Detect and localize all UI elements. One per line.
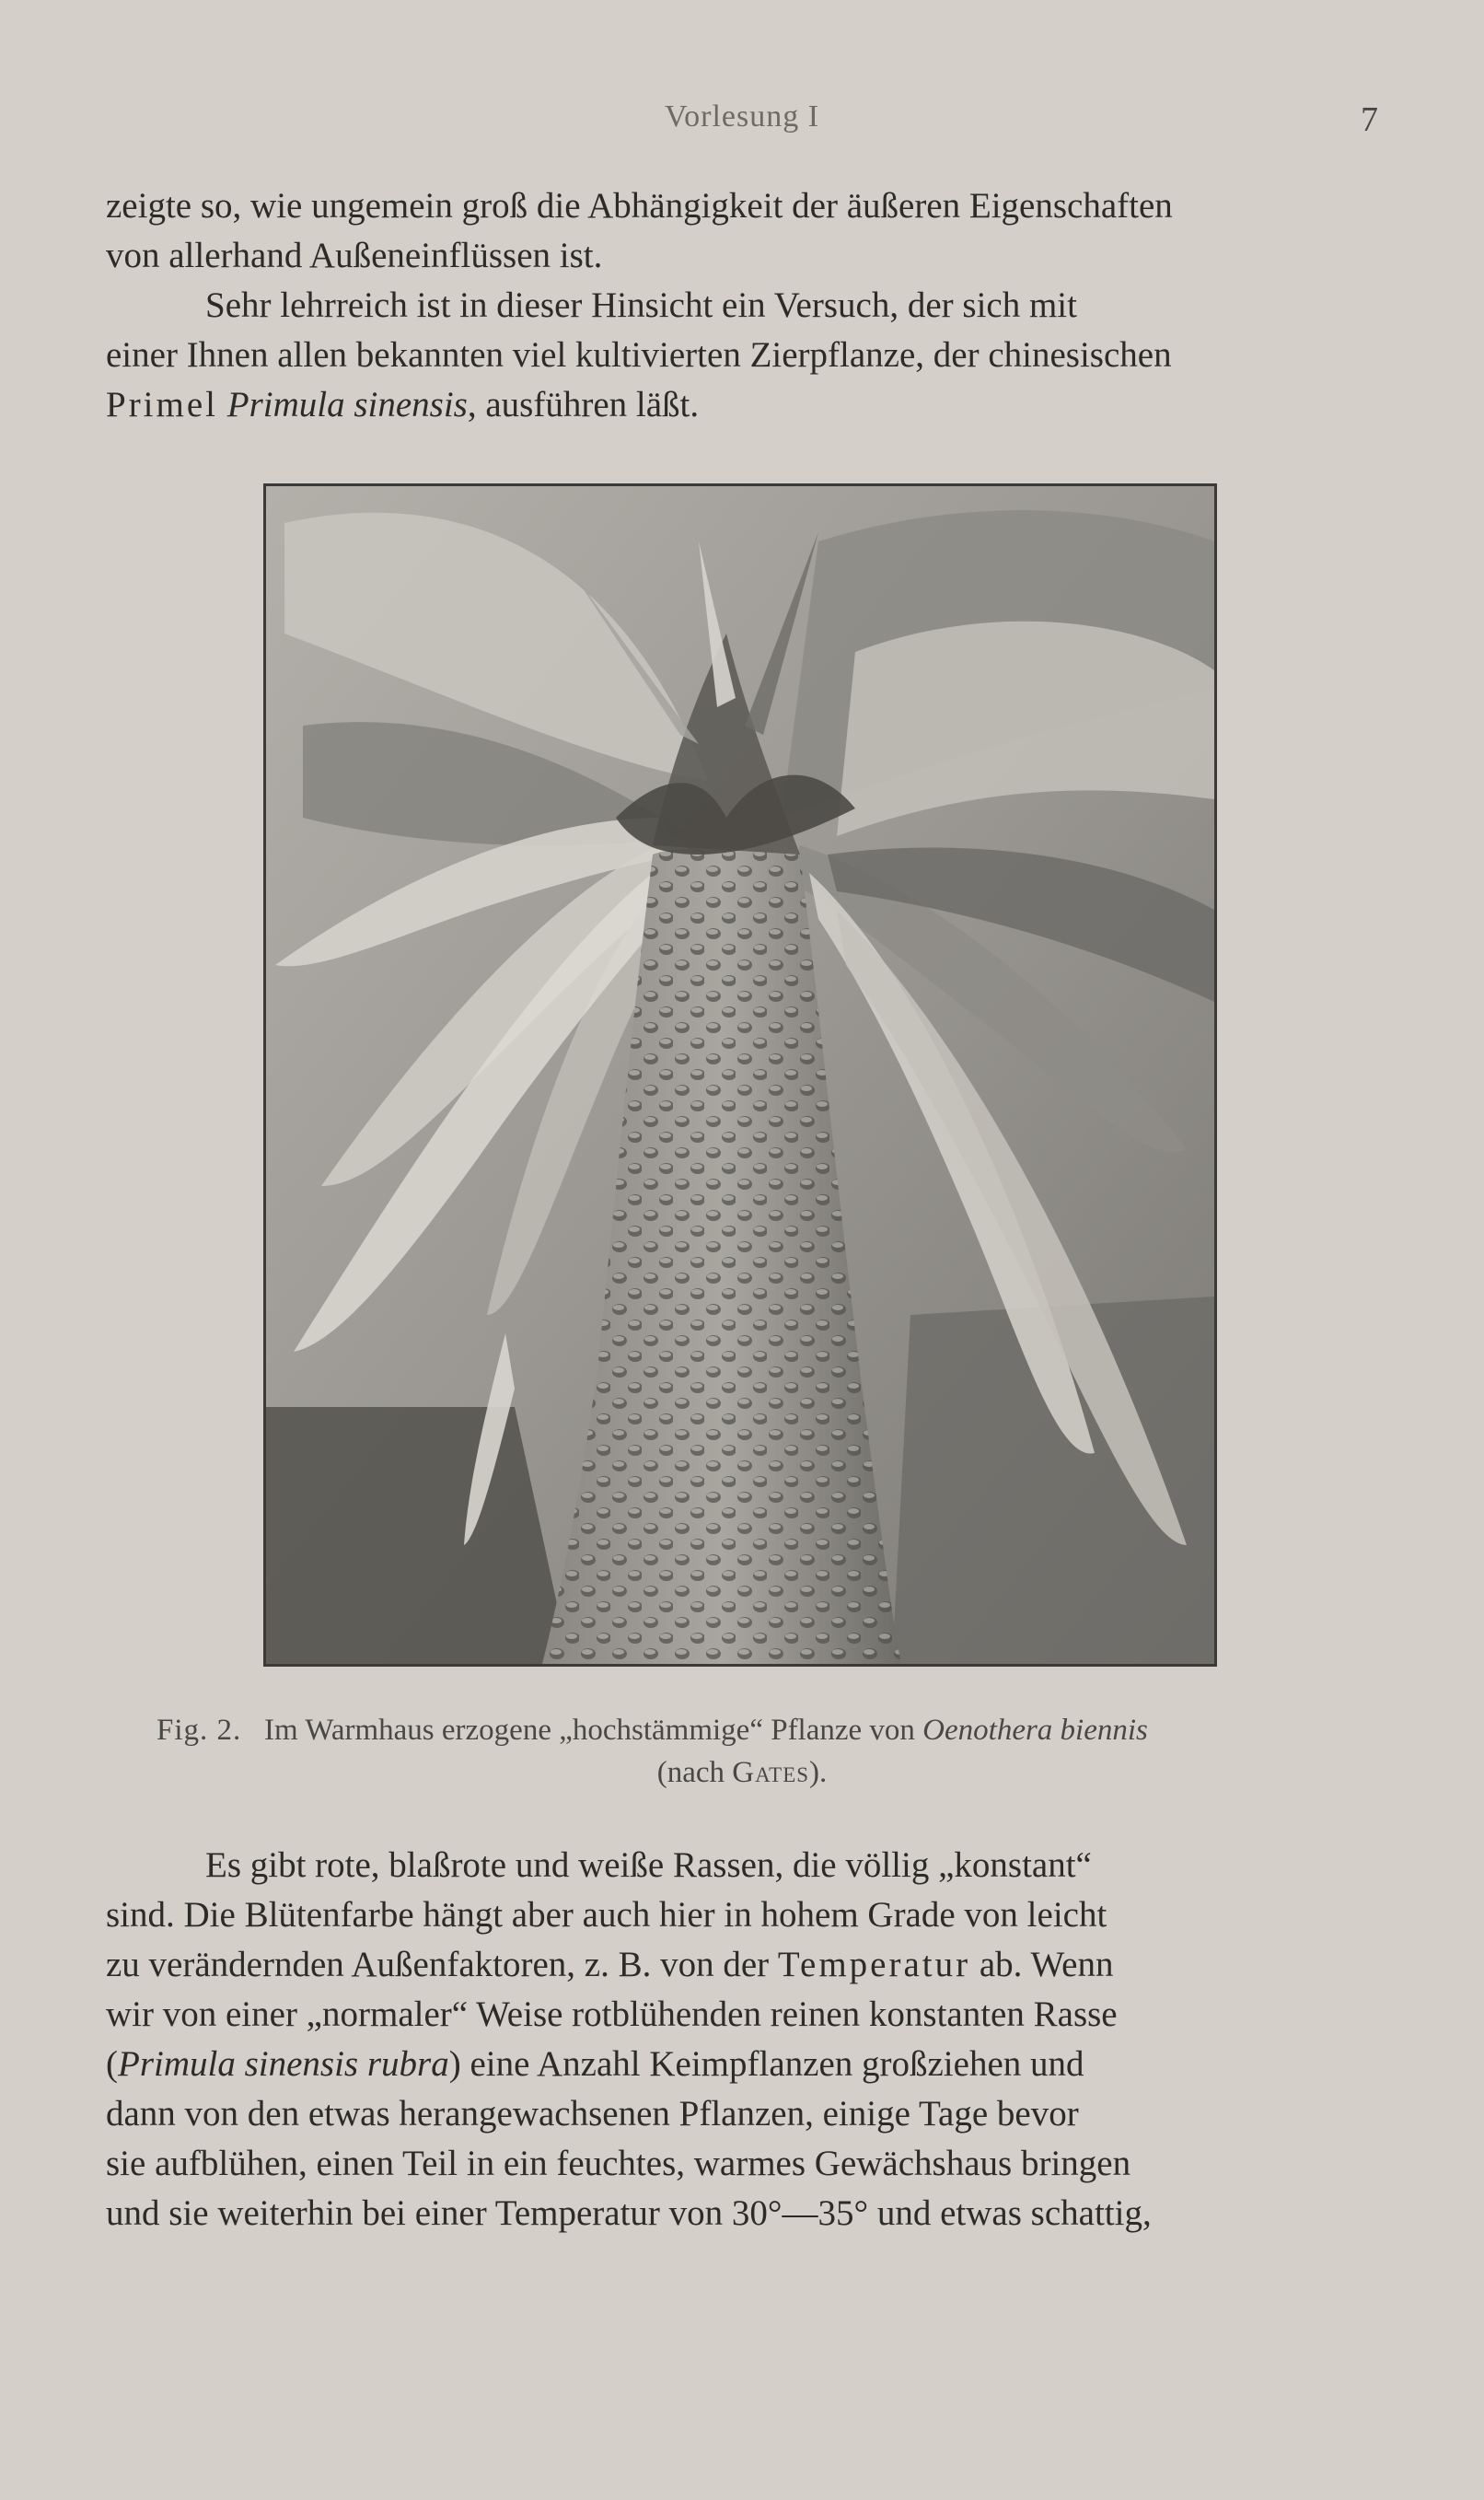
caption-text: Im Warmhaus erzogene „hochstämmige“ Pflanze von (264, 1714, 915, 1747)
text-line: zeigte so, wie ungemein groß die Abhängigkeit der äußeren Eigenschaften (106, 186, 1173, 226)
caption-line (157, 1709, 1327, 1751)
word-primel: Primel (106, 385, 218, 424)
text-fragment: , ausführen läßt. (467, 385, 700, 424)
figure-caption (157, 1709, 1327, 1794)
text-line: und sie weiterhin bei einer Temperatur von 30°—35° und etwas schattig, (106, 2193, 1152, 2233)
caption-author: Gates (732, 1756, 810, 1789)
text-line: einer Ihnen allen bekannten viel kultivierten Zierpflanze, der chinesischen (106, 335, 1172, 375)
text-line: wir von einer „normaler“ Weise rotblühenden reinen konstanten Rasse (106, 1994, 1118, 2034)
bottom-text-block (106, 1841, 1378, 2238)
text-fragment: ) eine Anzahl Keimpflanzen großziehen und (448, 2044, 1084, 2084)
species-name: Primula sinensis (226, 385, 468, 424)
text-line: von allerhand Außeneinflüssen ist. (106, 236, 603, 275)
text-line (106, 380, 1378, 430)
caption-text: (nach (656, 1756, 725, 1789)
text-fragment: ( (106, 2044, 118, 2084)
plant-photograph (266, 486, 1214, 1664)
figure-photo (263, 483, 1217, 1667)
species-name: Primula sinensis rubra (118, 2044, 449, 2084)
page-number: 7 (1361, 100, 1378, 139)
text-line: Es gibt rote, blaßrote und weiße Rassen, die völlig „konstant“ (205, 1845, 1092, 1885)
caption-species: Oenothera biennis (922, 1714, 1148, 1747)
text-fragment: ab. Wenn (979, 1945, 1114, 1984)
text-line: Sehr lehrreich ist in dieser Hinsicht ein Versuch, der sich mit (205, 285, 1077, 325)
running-head (0, 99, 1484, 145)
text-line (106, 1940, 1378, 1990)
caption-line (157, 1751, 1327, 1794)
figure-label: Fig. 2. (157, 1714, 242, 1747)
text-line: sind. Die Blütenfarbe hängt aber auch hier in hohem Grade von leicht (106, 1895, 1107, 1935)
text-line (106, 2040, 1378, 2089)
caption-text: ). (809, 1756, 828, 1789)
word-temperatur: Temperatur (777, 1945, 971, 1984)
text-fragment: zu verändernden Außenfaktoren, z. B. von der (106, 1945, 770, 1984)
text-line: sie aufblühen, einen Teil in ein feuchtes, warmes Gewächshaus bringen (106, 2144, 1131, 2183)
text-line: dann von den etwas herangewachsenen Pflanzen, einige Tage bevor (106, 2094, 1079, 2134)
top-text-block (106, 181, 1378, 430)
running-title: Vorlesung I (664, 99, 820, 134)
